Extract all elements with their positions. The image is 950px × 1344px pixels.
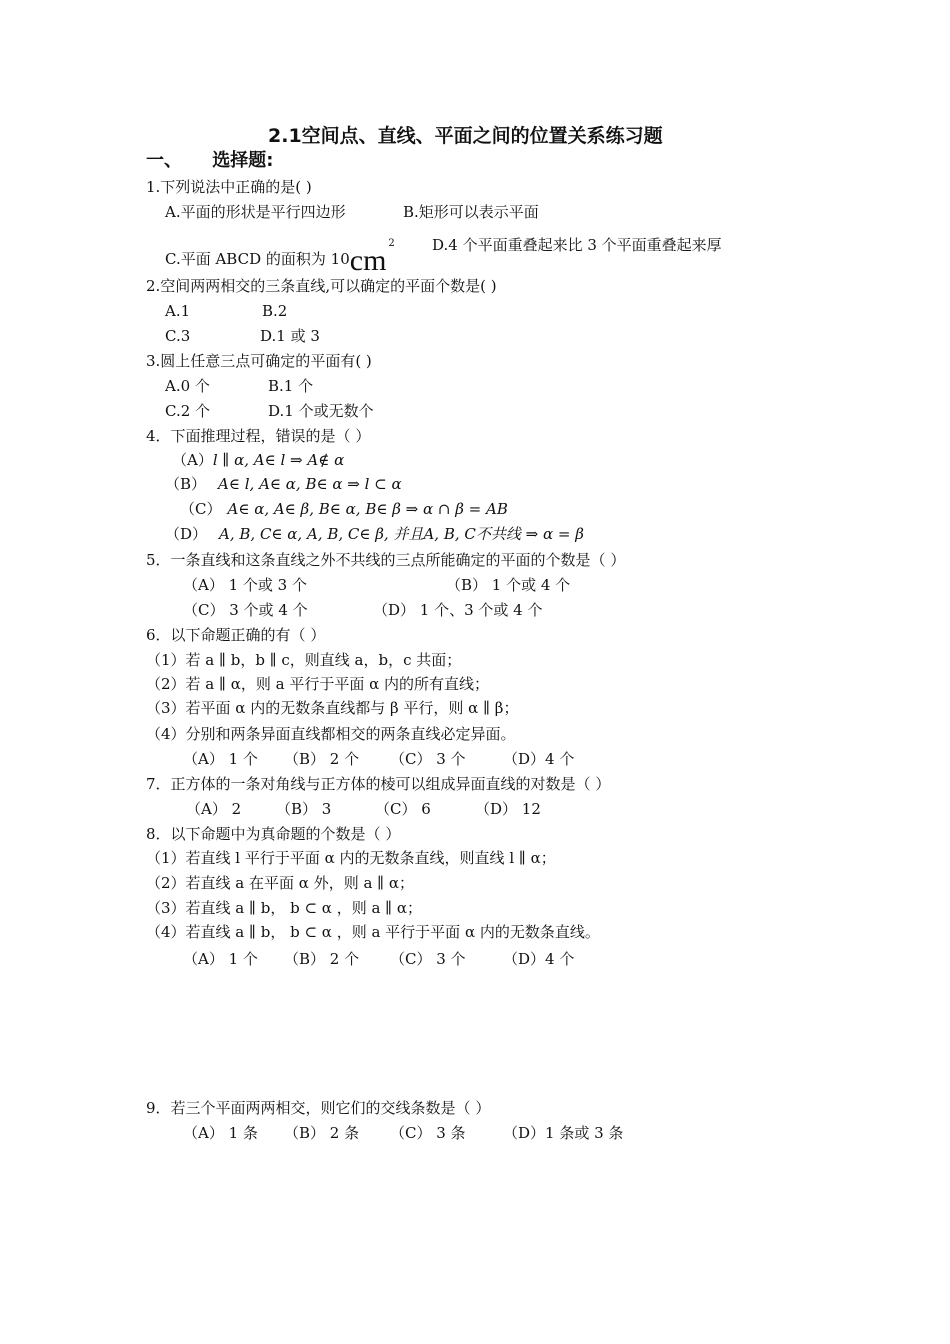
section-heading xyxy=(146,151,273,171)
question-6-statement-4: （4）分别和两条异面直线都相交的两条直线必定异面。 xyxy=(146,725,516,743)
section-number: 一、 xyxy=(146,150,182,171)
question-8-statement-2: （2）若直线 a 在平面 α 外，则 a ∥ α； xyxy=(146,874,414,892)
question-7-stem: 7．正方体的一条对角线与正方体的棱可以组成异面直线的对数是（ ） xyxy=(146,775,611,793)
question-7-option-c: （C） 6 xyxy=(375,800,431,818)
unit-cm: cm xyxy=(349,244,387,277)
question-9-option-a: （A） 1 条 xyxy=(183,1124,258,1142)
question-7-option-d: （D） 12 xyxy=(475,800,541,818)
question-2-option-c: C.3 xyxy=(165,327,191,345)
question-1-option-b: B.矩形可以表示平面 xyxy=(403,203,539,221)
question-8-option-d: （D）4 个 xyxy=(503,950,575,968)
question-4-option-c xyxy=(180,499,508,519)
option-c-formula: A∈ α, A∈ β, B∈ α, B∈ β ⇒ α ∩ β = AB xyxy=(227,500,508,518)
option-b-label: （B） xyxy=(165,475,207,493)
question-4-option-b xyxy=(165,474,402,494)
question-3-stem: 3.圆上任意三点可确定的平面有( ) xyxy=(146,352,372,370)
unit-exponent: 2 xyxy=(388,238,395,249)
question-2-option-b: B.2 xyxy=(262,302,288,320)
question-7-option-a: （A） 2 xyxy=(186,800,242,818)
question-6-statement-2: （2）若 a ∥ α，则 a 平行于平面 α 内的所有直线； xyxy=(146,675,489,693)
question-3-option-d: D.1 个或无数个 xyxy=(268,402,374,420)
question-5-option-c: （C） 3 个或 4 个 xyxy=(183,601,308,619)
question-4-option-d xyxy=(165,524,584,544)
question-6-statement-1: （1）若 a ∥ b，b ∥ c，则直线 a，b，c 共面； xyxy=(146,651,462,669)
option-b-formula: A∈ l, A∈ α, B∈ α ⇒ l ⊂ α xyxy=(218,475,402,493)
question-4-stem: 4．下面推理过程，错误的是（ ） xyxy=(146,427,371,445)
question-7-option-b: （B） 3 xyxy=(276,800,332,818)
option-a-label: （A） xyxy=(172,451,213,469)
question-9-option-d: （D）1 条或 3 条 xyxy=(503,1124,624,1142)
question-6-option-b: （B） 2 个 xyxy=(284,750,360,768)
question-4-option-a xyxy=(172,450,344,470)
question-5-option-d: （D） 1 个、3 个或 4 个 xyxy=(373,601,543,619)
question-9-stem: 9．若三个平面两两相交，则它们的交线条数是（ ） xyxy=(146,1099,491,1117)
question-2-stem: 2.空间两两相交的三条直线,可以确定的平面个数是( ) xyxy=(146,277,497,295)
question-3-option-a: A.0 个 xyxy=(165,377,210,395)
page-title: 2.1空间点、直线、平面之间的位置关系练习题 xyxy=(268,125,663,147)
question-8-option-a: （A） 1 个 xyxy=(183,950,258,968)
section-label: 选择题: xyxy=(212,150,274,171)
question-1-stem: 1.下列说法中正确的是( ) xyxy=(146,178,312,196)
question-6-statement-3: （3）若平面 α 内的无数条直线都与 β 平行，则 α ∥ β； xyxy=(146,699,519,717)
question-8-statement-3: （3）若直线 a ∥ b， b ⊂ α ，则 a ∥ α； xyxy=(146,899,422,917)
question-1-option-a: A.平面的形状是平行四边形 xyxy=(165,203,346,221)
question-6-option-c: （C） 3 个 xyxy=(390,750,466,768)
question-2-option-a: A.1 xyxy=(165,302,191,320)
question-9-option-b: （B） 2 条 xyxy=(284,1124,360,1142)
question-1-option-c xyxy=(165,234,395,277)
question-1-option-c-text: C.平面 ABCD 的面积为 10 xyxy=(165,250,350,268)
question-6-option-a: （A） 1 个 xyxy=(183,750,258,768)
question-5-option-b: （B） 1 个或 4 个 xyxy=(446,576,571,594)
question-6-stem: 6．以下命题正确的有（ ） xyxy=(146,626,326,644)
question-8-stem: 8．以下命题中为真命题的个数是（ ） xyxy=(146,825,401,843)
question-5-stem: 5．一条直线和这条直线之外不共线的三点所能确定的平面的个数是（ ） xyxy=(146,551,626,569)
option-c-label: （C） xyxy=(180,500,222,518)
question-8-option-c: （C） 3 个 xyxy=(390,950,466,968)
question-3-option-b: B.1 个 xyxy=(268,377,314,395)
question-8-statement-1: （1）若直线 l 平行于平面 α 内的无数条直线，则直线 l ∥ α； xyxy=(146,849,556,867)
option-d-formula: A, B, C∈ α, A, B, C∈ β, 并且A, B, C不共线 ⇒ α = β xyxy=(219,525,584,543)
question-8-statement-4: （4）若直线 a ∥ b， b ⊂ α ，则 a 平行于平面 α 内的无数条直线。 xyxy=(146,923,600,941)
question-2-option-d: D.1 或 3 xyxy=(260,327,320,345)
question-3-option-c: C.2 个 xyxy=(165,402,211,420)
option-d-label: （D） xyxy=(165,525,208,543)
question-8-option-b: （B） 2 个 xyxy=(284,950,360,968)
question-9-option-c: （C） 3 条 xyxy=(390,1124,466,1142)
option-a-formula: l ∥ α, A∈ l ⇒ A∉ α xyxy=(212,451,345,469)
question-5-option-a: （A） 1 个或 3 个 xyxy=(183,576,307,594)
question-6-option-d: （D）4 个 xyxy=(503,750,575,768)
question-1-option-d: D.4 个平面重叠起来比 3 个平面重叠起来厚 xyxy=(432,236,722,254)
